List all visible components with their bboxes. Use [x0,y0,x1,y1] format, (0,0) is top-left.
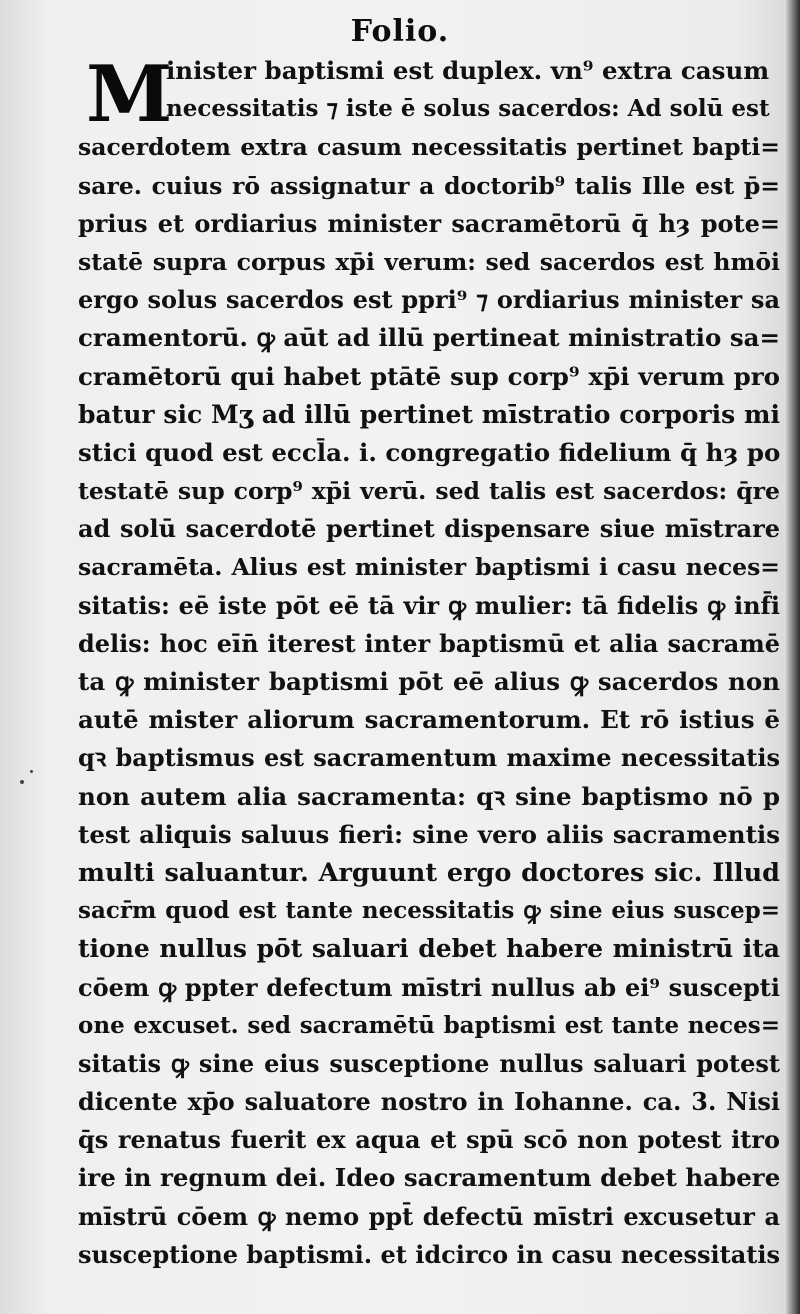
text-line: stici quod est eccl̄a. i. congregatio fidelium q̄ hȝ po [78,437,780,467]
text-line: batur sic Mʒ ad illū pertinet mīstratio corporis mi [78,399,780,429]
page-edge-shadow [786,0,800,1314]
text-line: ire in regnum dei. Ideo sacramentum debet habere [78,1163,780,1193]
text-line: dicente xp̄o saluatore nostro in Iohanne. ca. 3. Nisi [78,1087,780,1117]
text-line: ad solū sacerdotē pertinet dispensare siue mīstrare [78,514,780,544]
text-line: autē mister aliorum sacramentorum. Et rō istius ē [78,705,780,735]
ink-speck [20,780,24,784]
text-line: sacerdotem extra casum necessitatis pertinet bapti= [78,133,780,162]
folio-header: Folio. [350,14,450,49]
text-line: cōem ꝙ ppter defectum mīstri nullus ab ei⁹ suscepti [78,972,780,1002]
text-line: statē supra corpus xp̄i verum: sed sacerdos est hmōi [78,247,780,276]
text-line: mīstrū cōem ꝙ nemo ppt̄ defectū mīstri excusetur a [78,1201,780,1231]
decorated-initial: M [86,49,173,140]
text-line: sacramēta. Alius est minister baptismi i casu neces= [78,553,780,582]
text-line: testatē sup corp⁹ xp̄i verū. sed talis est sacerdos: q̄re [78,477,780,506]
text-line: necessitatis ⁊ iste ē solus sacerdos: Ad solū est [166,95,770,123]
text-line: cramētorū qui habet ptātē sup corp⁹ xp̄i verum pro [78,361,780,391]
text-line: one excuset. sed sacramētū baptismi est tante neces= [78,1011,780,1039]
text-line: ta ꝙ minister baptismi pōt eē alius ꝙ sacerdos non [78,667,780,696]
text-line: non autem alia sacramenta: qꝛ sine baptismo nō p [78,781,780,811]
text-line: ergo solus sacerdos est ppri⁹ ⁊ ordiarius minister sa [78,285,780,315]
text-line: test aliquis saluus fieri: sine vero aliis sacramentis [78,819,780,849]
ink-speck [30,770,33,773]
text-line: sitatis: eē iste pōt eē tā vir ꝙ mulier: tā fidelis ꝙ inf̄i [78,590,780,620]
text-line: tione nullus pōt saluari debet habere ministrū ita [78,934,780,964]
text-line: prius et ordiarius minister sacramētorū q̄ hȝ pote= [78,208,780,238]
text-line: multi saluantur. Arguunt ergo doctores sic. Illud [78,857,780,888]
text-block [78,49,780,1274]
text-line: delis: hoc eīn̄ iterest inter baptismū et alia sacramē [78,628,780,658]
text-line: inister baptismi est duplex. vn⁹ extra casum [166,56,770,85]
text-line: sacr̄m quod est tante necessitatis ꝙ sine eius suscep= [78,897,780,925]
text-line: sare. cuius rō assignatur a doctorib⁹ talis Ille est p̄= [78,171,780,200]
text-line: q̄s renatus fuerit ex aqua et spū scō non potest itro [78,1125,780,1155]
text-line: sitatis ꝙ sine eius susceptione nullus saluari potest [78,1048,780,1078]
text-line: cramentorū. ꝙ aūt ad illū pertineat ministratio sa= [78,323,780,353]
text-line: qꝛ baptismus est sacramentum maxime necessitatis [78,743,780,773]
text-line: susceptione baptismi. et idcirco in casu necessitatis [78,1239,780,1269]
